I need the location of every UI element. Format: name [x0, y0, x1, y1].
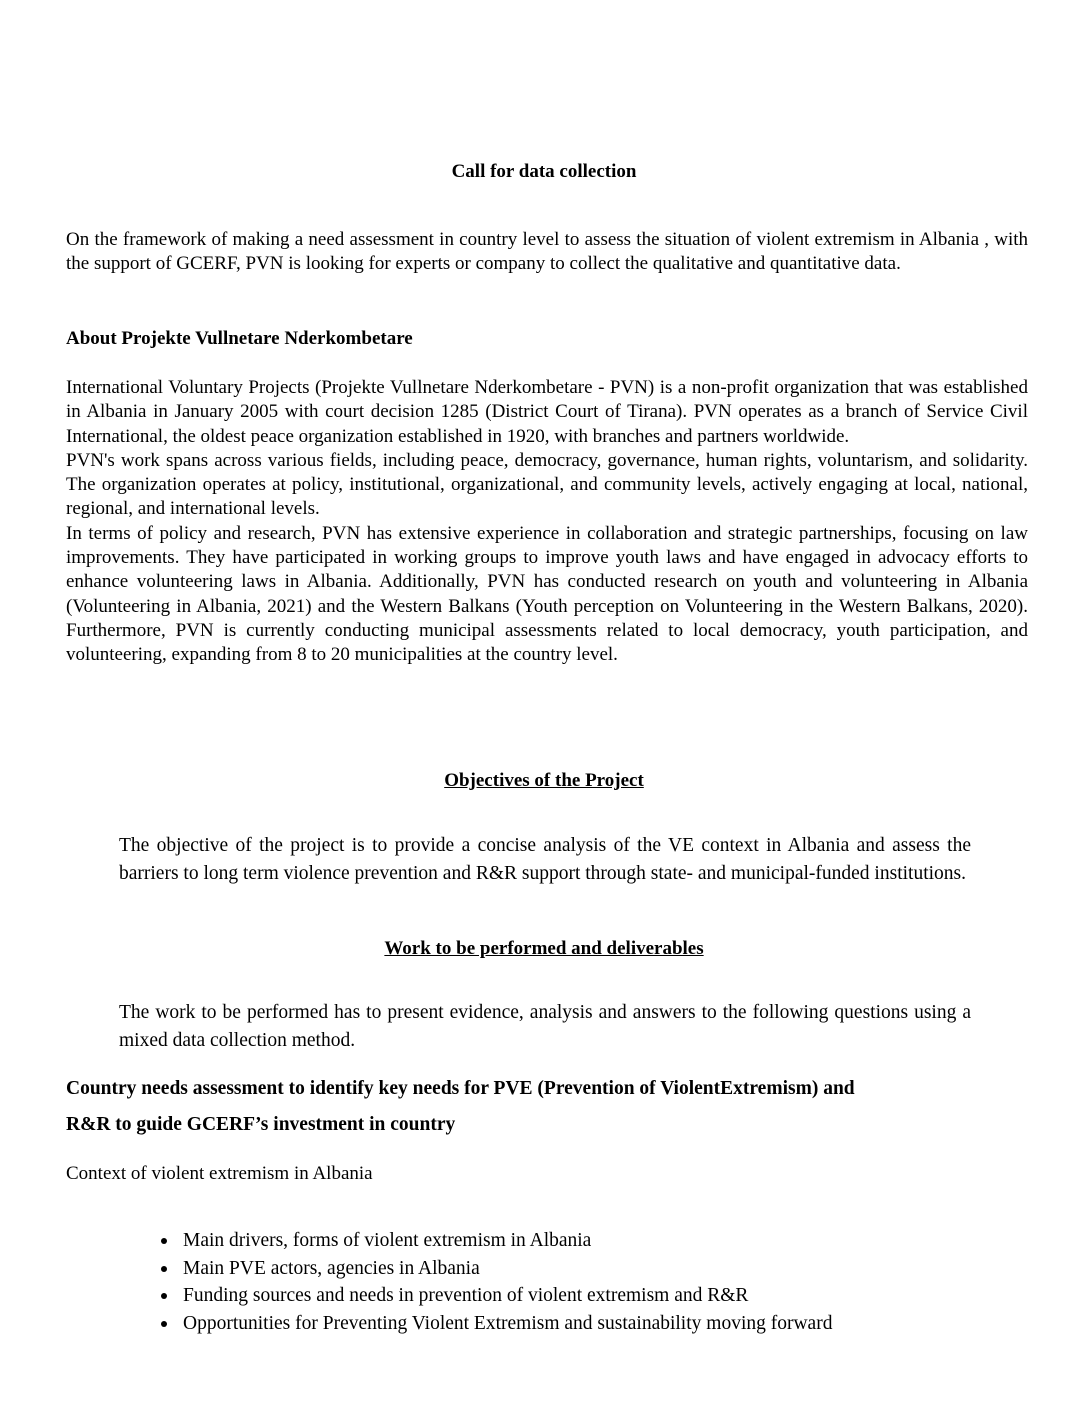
about-paragraph: PVN's work spans across various fields, including peace, democracy, governance, human rights, voluntarism, and solidarity. The organization operates at policy, institutional, organizational, and community levels, actively engaging at local, national, regional, and international levels. [66, 449, 1028, 520]
about-paragraph: International Voluntary Projects (Projekte Vullnetare Nderkombetare - PVN) is a non-profit organization that was established in Albania in January 2005 with court decision 1285 (District Court of Tirana). PVN operates as a branch of Service Civil International, the oldest peace organization established in 1920, with branches and partners worldwide. [66, 377, 1028, 447]
list-item-text: Opportunities for Preventing Violent Extremism and sustainability moving forward [183, 1312, 833, 1334]
about-section [66, 376, 1028, 668]
assessment-heading-line: R&R to guide GCERF’s investment in country [66, 1114, 456, 1135]
list-item-text: Funding sources and needs in prevention of violent extremism and R&R [183, 1285, 749, 1306]
list-item [160, 1282, 832, 1310]
list-item [160, 1310, 832, 1338]
list-item-text: Main drivers, forms of violent extremism in Albania [183, 1230, 592, 1251]
list-item [160, 1255, 832, 1283]
objectives-heading: Objectives of the Project [444, 770, 644, 791]
bullet-list [160, 1227, 832, 1337]
about-heading: About Projekte Vullnetare Nderkombetare [66, 328, 413, 349]
assessment-heading [66, 1071, 1028, 1143]
bullet-icon [161, 1321, 167, 1327]
work-paragraph: The work to be performed has to present evidence, analysis and answers to the following questions using a mixed data collection method. [119, 1002, 971, 1051]
bullet-icon [161, 1238, 167, 1244]
bullet-icon [161, 1266, 167, 1272]
list-item [160, 1227, 832, 1255]
bullet-icon [161, 1293, 167, 1299]
about-paragraph: In terms of policy and research, PVN has extensive experience in collaboration and strategic partnerships, focusing on law improvements. They have participated in working groups to improve youth laws and have engaged in advocacy efforts to enhance volunteering laws in Albania. Additionally, PVN has conducted research on youth and volunteering in Albania (Volunteering in Albania, 2021) and the Western Balkans (Youth perception on Volunteering in the Western Balkans, 2020). Furthermore, PVN is currently conducting municipal assessments related to local democracy, youth participation, and volunteering, expanding from 8 to 20 municipalities at the country level. [66, 522, 1028, 666]
intro-paragraph: On the framework of making a need assessment in country level to assess the situation of violent extremism in Albania , with the support of GCERF, PVN is looking for experts or company to collect the qualitative and quantitative data. [66, 229, 1028, 275]
work-heading: Work to be performed and deliverables [384, 938, 704, 959]
list-item-text: Main PVE actors, agencies in Albania [183, 1257, 480, 1279]
objectives-paragraph: The objective of the project is to provide a concise analysis of the VE context in Albania and assess the barriers to long term violence prevention and R&R support through state- and municipal-funded institutions. [119, 835, 971, 884]
document-title: Call for data collection [451, 161, 637, 182]
assessment-heading-line: Country needs assessment to identify key needs for PVE (Prevention of ViolentExtremism) and [66, 1078, 855, 1099]
context-text: Context of violent extremism in Albania [66, 1163, 373, 1184]
